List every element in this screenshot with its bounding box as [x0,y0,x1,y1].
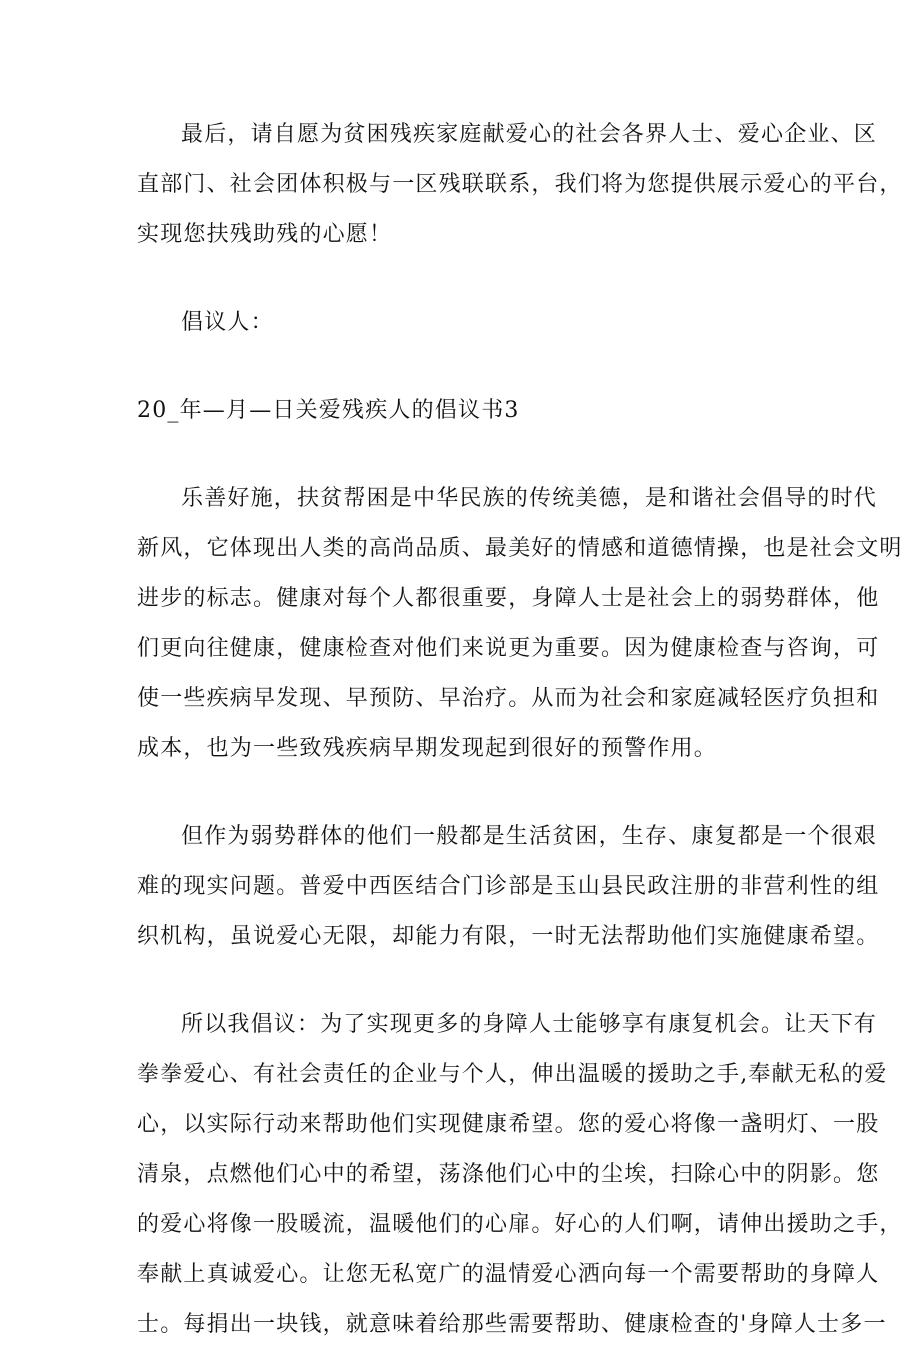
text-line: 拳拳爱心、有社会责任的企业与个人，伸出温暖的援助之手,奉献无私的爱 [137,1062,888,1087]
paragraph-initiator [137,298,785,348]
paragraph-charity-virtue [137,474,903,774]
text-line: 但作为弱势群体的他们一般都是生活贫困，生存、康复都是一个很艰 [181,824,878,849]
text-line: 奉献上真诚爱心。让您无私宽广的温情爱心洒向每一个需要帮助的身障人 [137,1262,880,1287]
paragraph-spacer [0,436,920,474]
text-line: 士。每捐出一块钱，就意味着给那些需要帮助、健康检查的'身障人士多一 [137,1312,887,1337]
paragraph-date-title [137,386,785,436]
text-line: 新风，它体现出人类的高尚品质、最美好的情感和道德情操，也是社会文明 [137,536,903,561]
text-line: 们更向往健康，健康检查对他们来说更为重要。因为健康检查与咨询，可 [137,636,880,661]
text-line: 实现您扶残助残的心愿！ [137,222,393,247]
section-title: 20_年—月—日关爱残疾人的倡议书3 [137,398,520,423]
text-line: 心，以实际行动来帮助他们实现健康希望。您的爱心将像一盏明灯、一股 [137,1112,880,1137]
text-line: 使一些疾病早发现、早预防、早治疗。从而为社会和家庭减轻医疗负担和 [137,686,880,711]
text-line: 直部门、社会团体积极与一区残联联系，我们将为您提供展示爱心的平台， [137,172,903,197]
text-line: 进步的标志。健康对每个人都很重要，身障人士是社会上的弱势群体，他 [137,586,880,611]
paragraph-closing-appeal [137,110,903,260]
text-line: 清泉，点燃他们心中的希望，荡涤他们心中的尘埃，扫除心中的阴影。您 [137,1162,880,1187]
paragraph-spacer [0,774,920,812]
text-line: 最后，请自愿为贫困残疾家庭献爱心的社会各界人士、爱心企业、区 [181,122,878,147]
text-line: 难的现实问题。普爱中西医结合门诊部是玉山县民政注册的非营利性的组 [137,874,880,899]
paragraph-spacer [0,260,920,298]
paragraph-spacer [0,348,920,386]
text-line: 乐善好施，扶贫帮困是中华民族的传统美德，是和谐社会倡导的时代 [181,486,878,511]
paragraph-proposal [137,1000,903,1350]
text-line: 所以我倡议：为了实现更多的身障人士能够享有康复机会。让天下有 [181,1012,878,1037]
text-line: 成本，也为一些致残疾病早期发现起到很好的预警作用。 [137,736,718,761]
text-line: 的爱心将像一股暖流，温暖他们的心扉。好心的人们啊，请伸出援助之手， [137,1212,903,1237]
text-line: 织机构，虽说爱心无限，却能力有限，一时无法帮助他们实施健康希望。 [137,924,880,949]
paragraph-difficulties [137,812,880,962]
initiator-label: 倡议人： [181,310,274,335]
paragraph-spacer [0,962,920,1000]
